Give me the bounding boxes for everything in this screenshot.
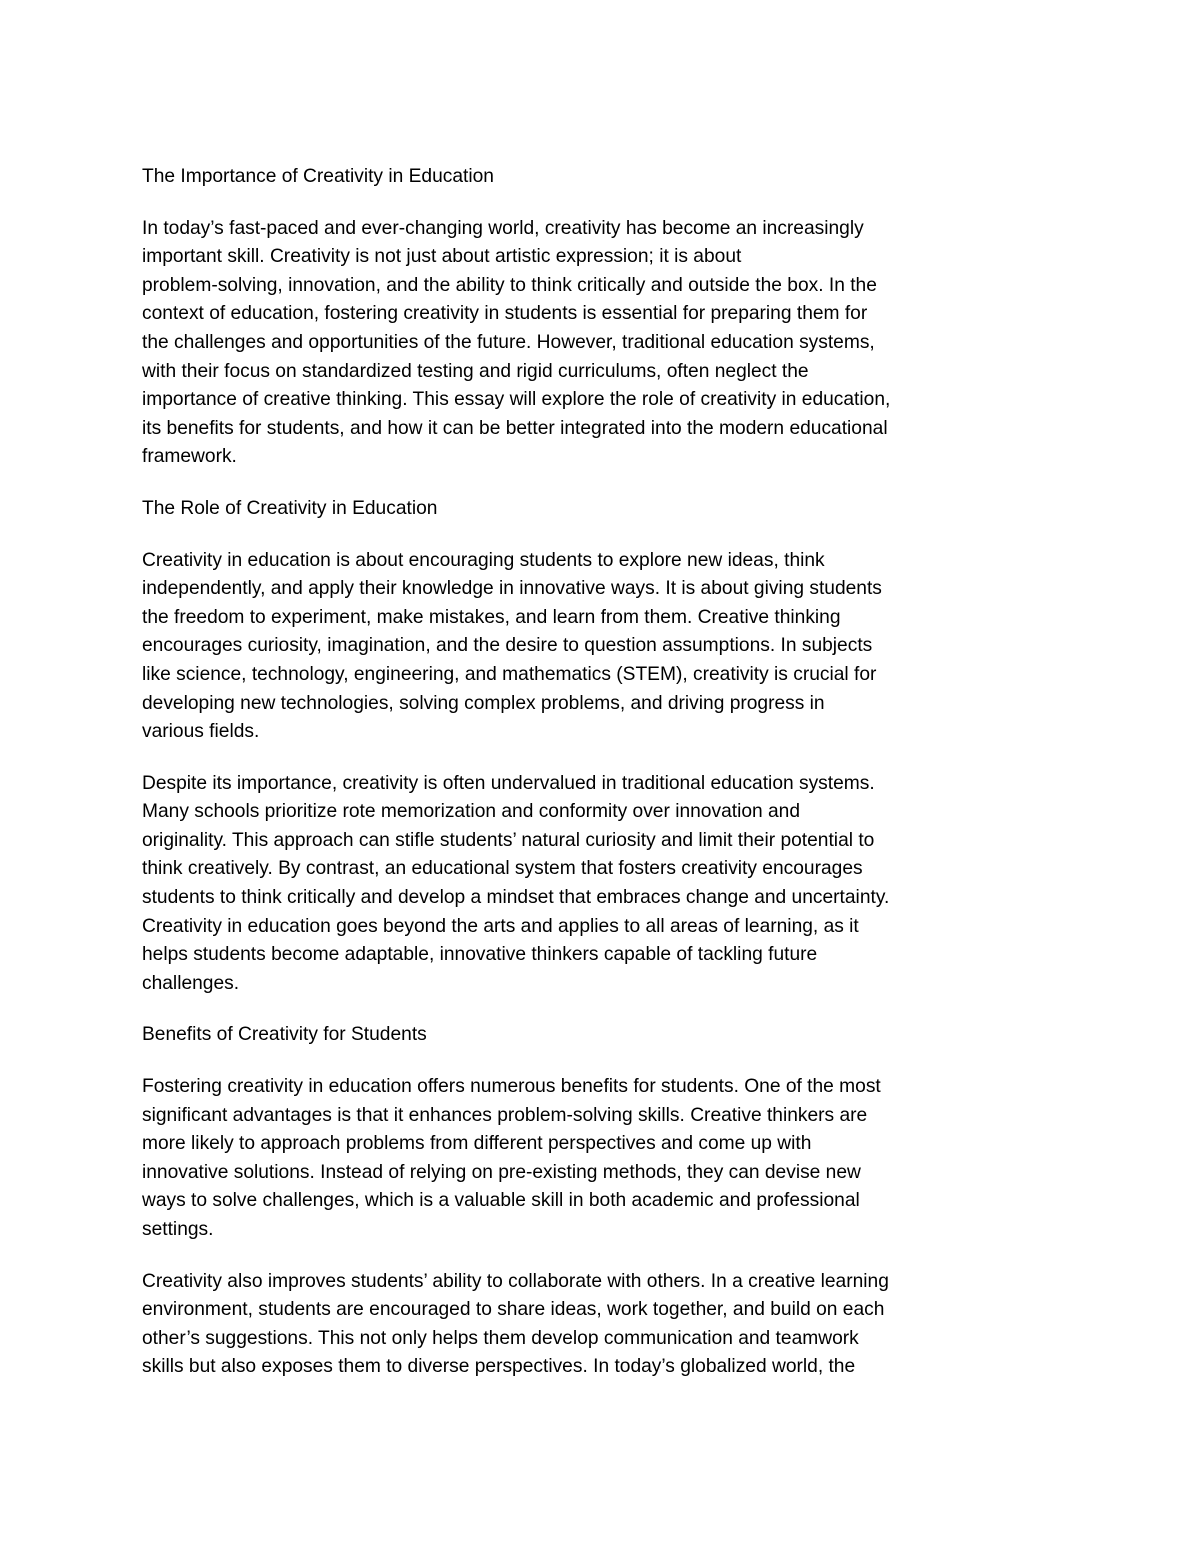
paragraph-line: think creatively. By contrast, an educational system that fosters creativity encourages — [142, 858, 863, 880]
paragraph-line: significant advantages is that it enhances problem-solving skills. Creative thinkers are — [142, 1104, 868, 1126]
role-paragraph-2 — [142, 770, 1067, 999]
paragraph-line: ways to solve challenges, which is a valuable skill in both academic and professional — [142, 1190, 860, 1212]
paragraph-line: skills but also exposes them to diverse perspectives. In today’s globalized world, the — [142, 1356, 856, 1378]
paragraph-line: Creativity in education goes beyond the arts and applies to all areas of learning, as it — [142, 915, 859, 937]
section-heading-role: The Role of Creativity in Education — [142, 497, 438, 519]
paragraph-line: other’s suggestions. This not only helps them develop communication and teamwork — [142, 1327, 859, 1349]
paragraph-line: independently, and apply their knowledge in innovative ways. It is about giving students — [142, 578, 882, 600]
paragraph-line: the challenges and opportunities of the future. However, traditional education systems, — [142, 331, 875, 353]
paragraph-line: like science, technology, engineering, and mathematics (STEM), creativity is crucial for — [142, 663, 877, 685]
document-page — [142, 163, 1067, 1405]
paragraph-line: importance of creative thinking. This essay will explore the role of creativity in education, — [142, 389, 891, 411]
section-heading-benefits: Benefits of Creativity for Students — [142, 1024, 427, 1046]
paragraph-line: originality. This approach can stifle students’ natural curiosity and limit their potential to — [142, 829, 875, 851]
paragraph-line: challenges. — [142, 972, 240, 994]
paragraph-line: Creativity in education is about encouraging students to explore new ideas, think — [142, 549, 825, 571]
paragraph-line: Creativity also improves students’ ability to collaborate with others. In a creative learning — [142, 1270, 889, 1292]
document-title: The Importance of Creativity in Education — [142, 166, 494, 187]
paragraph-line: innovative solutions. Instead of relying on pre-existing methods, they can devise new — [142, 1161, 861, 1183]
paragraph-line: various fields. — [142, 721, 260, 743]
paragraph-line: its benefits for students, and how it can be better integrated into the modern educational — [142, 417, 888, 439]
benefits-paragraph-2 — [142, 1268, 1067, 1382]
paragraph-line: Fostering creativity in education offers numerous benefits for students. One of the most — [142, 1076, 881, 1098]
paragraph-line: framework. — [142, 446, 237, 468]
paragraph-line: In today’s fast-paced and ever-changing world, creativity has become an increasingly — [142, 217, 864, 239]
benefits-paragraph-1 — [142, 1073, 1067, 1245]
intro-paragraph — [142, 215, 1067, 472]
paragraph-line: Many schools prioritize rote memorization and conformity over innovation and — [142, 801, 801, 823]
paragraph-line: the freedom to experiment, make mistakes, and learn from them. Creative thinking — [142, 606, 841, 628]
paragraph-line: settings. — [142, 1219, 214, 1240]
paragraph-line: environment, students are encouraged to share ideas, work together, and build on each — [142, 1299, 885, 1321]
paragraph-line: Despite its importance, creativity is often undervalued in traditional education systems. — [142, 772, 875, 794]
paragraph-line: with their focus on standardized testing and rigid curriculums, often neglect the — [142, 360, 809, 382]
paragraph-line: encourages curiosity, imagination, and the desire to question assumptions. In subjects — [142, 635, 873, 657]
paragraph-line: students to think critically and develop a mindset that embraces change and uncertainty. — [142, 887, 890, 909]
paragraph-line: developing new technologies, solving complex problems, and driving progress in — [142, 692, 825, 714]
paragraph-line: helps students become adaptable, innovative thinkers capable of tackling future — [142, 944, 818, 966]
paragraph-line: important skill. Creativity is not just about artistic expression; it is about — [142, 246, 742, 268]
role-paragraph-1 — [142, 547, 1067, 747]
paragraph-line: more likely to approach problems from different perspectives and come up with — [142, 1133, 812, 1155]
paragraph-line: context of education, fostering creativity in students is essential for preparing them for — [142, 303, 868, 325]
paragraph-line: problem-solving, innovation, and the ability to think critically and outside the box. In the — [142, 274, 877, 296]
